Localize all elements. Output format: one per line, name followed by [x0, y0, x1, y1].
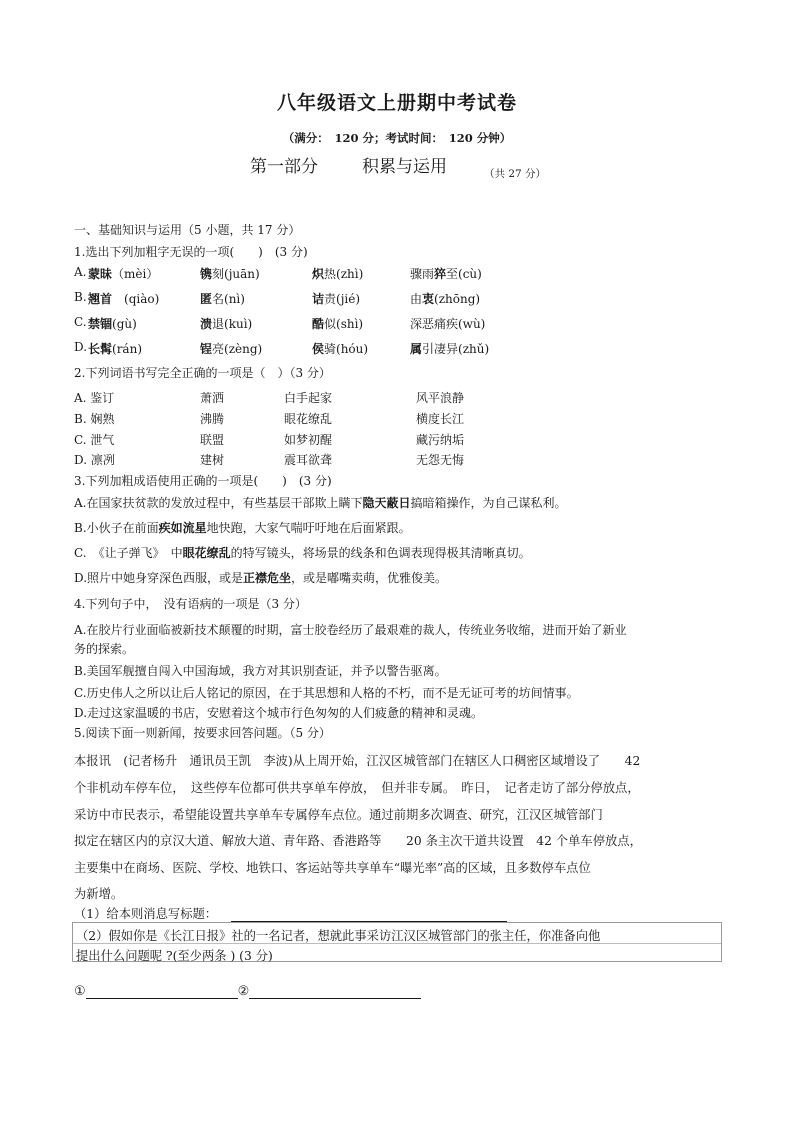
pinyin: 刻(juān): [212, 267, 260, 281]
answer-blank-2[interactable]: [249, 984, 421, 999]
q4-option-a: A.在胶片行业面临被新技术颠覆的时期，富士胶卷经历了最艰难的裁人，传统业务收缩，进而开始了新业: [74, 623, 627, 637]
bold-chars: 禁锢: [88, 317, 113, 331]
answer-marker-1: ①: [74, 984, 86, 999]
answer-blanks: [74, 984, 421, 999]
text: 搞暗箱操作，为自己谋私利。: [410, 496, 567, 510]
option-word-4: [410, 290, 480, 307]
text: D.照片中她身穿深色西服，或是: [74, 571, 244, 585]
answer-blank-1[interactable]: [86, 984, 238, 999]
pinyin: 亮(zèng): [212, 342, 263, 356]
section-heading: 一、基础知识与运用（5 小题，共 17 分）: [74, 223, 301, 237]
pinyin: 骑(hóu): [324, 342, 369, 356]
q2-word: 风平浪静: [416, 391, 465, 405]
q4-option-a-cont: 务的探索。: [74, 642, 135, 656]
option-word-3: [312, 290, 360, 307]
bold-chars: 溃: [200, 317, 213, 331]
q2-word: 横度长江: [416, 412, 465, 426]
option-word-3: [312, 265, 363, 282]
pinyin: 责(jié): [324, 292, 361, 306]
bold-chars: 翘首: [88, 292, 113, 306]
q2-word: D. 凛冽: [74, 453, 115, 467]
bold-chars: 猝: [434, 267, 447, 281]
option-letter: C.: [74, 315, 87, 329]
text: 的特写镜头，将场景的线条和色调表现得极其清晰真切。: [230, 546, 531, 560]
q3-option-b: [74, 519, 411, 536]
option-word-1: [88, 290, 159, 307]
option-word-1: [88, 315, 137, 332]
option-word-4: [410, 340, 489, 357]
q3-option-d: [74, 569, 447, 586]
option-word-2: [200, 265, 260, 282]
q2-word: 白手起家: [284, 391, 333, 405]
q2-word: B. 娴熟: [74, 412, 115, 426]
bold-chars: 炽: [312, 267, 325, 281]
pinyin: 退(kuì): [212, 317, 253, 331]
option-word-2: [200, 315, 252, 332]
q5-sub2-line2: 提出什么问题呢 ?(至少两条 ) (3 分): [76, 949, 273, 963]
text: C. 《让子弹飞》 中: [74, 546, 183, 560]
q2-word: A. 鉴订: [74, 391, 115, 405]
q2-word: 联盟: [200, 433, 225, 447]
pinyin: 至(cù): [446, 267, 482, 281]
pinyin: (zhōng): [434, 292, 481, 306]
bold-chars: 锃: [200, 342, 213, 356]
news-line: 为新增。: [74, 887, 124, 901]
bold-chars: 长髯: [88, 342, 113, 356]
bold-chars: 酷: [312, 317, 325, 331]
idiom: 疾如流星: [158, 521, 207, 535]
pinyin: 似(shì): [324, 317, 364, 331]
q2-word: 藏污纳垢: [416, 433, 465, 447]
pinyin: 引凄异(zhǔ): [422, 342, 490, 356]
exam-title: 八年级语文上册期中考试卷: [276, 92, 517, 114]
q4-stem: 4.下列句子中， 没有语病的一项是（3 分）: [74, 597, 307, 611]
q2-word: 建树: [200, 453, 225, 467]
q2-word: 沸腾: [200, 412, 225, 426]
q2-word: 眼花缭乱: [284, 412, 333, 426]
pinyin: (qiào): [112, 292, 160, 306]
bold-chars: 侯: [312, 342, 325, 356]
q2-word: 无怨无悔: [416, 453, 465, 467]
text: ，或是嘟嘴卖萌，优雅俊美。: [291, 571, 448, 585]
pinyin: (gù): [112, 317, 137, 331]
q2-word: 震耳欲聋: [284, 453, 333, 467]
q5-stem: 5.阅读下面一则新闻，按要求回答问题。（5 分）: [74, 726, 331, 740]
pinyin: 热(zhì): [324, 267, 364, 281]
bold-chars: 诘: [312, 292, 325, 306]
option-word-4: [410, 265, 482, 282]
news-line: 主要集中在商场、医院、学校、地铁口、客运站等共享单车“曝光率”高的区域，且多数停车点位: [74, 861, 591, 875]
q3-option-a: [74, 494, 567, 511]
q5-sub2-line1: （2）假如你是《长江日报》社的一名记者，想就此事采访江汉区城管部门的张主任，你准备向他: [76, 929, 601, 943]
text: 地快跑，大家气喘吁吁地在后面紧跟。: [206, 521, 411, 535]
news-line: 个非机动车停车位， 这些停车位都可供共享单车停放， 但并非专属。 昨日， 记者走访了部分停放点，: [74, 781, 640, 795]
option-word-4: [410, 315, 485, 332]
plain-chars: 由: [410, 292, 423, 306]
news-line: 本报讯 (记者杨升 通讯员王凯 李波)从上周开始，江汉区城管部门在辖区人口稠密区域增设了 42: [74, 754, 641, 768]
news-line: 采访中市民表示，希望能设置共享单车专属停车点位。通过前期多次调查、研究，江汉区城管部门: [74, 808, 603, 822]
pinyin: (rán): [112, 342, 142, 356]
q3-stem: 3.下列加粗成语使用正确的一项是( ) (3 分): [74, 474, 332, 488]
q5-sub2-box: [72, 922, 722, 962]
bold-chars: 匿: [200, 292, 213, 306]
title-answer-blank[interactable]: [231, 907, 507, 922]
bold-chars: 衷: [422, 292, 435, 306]
bold-chars: 镌: [200, 267, 213, 281]
option-letter: D.: [74, 340, 88, 354]
option-letter: A.: [74, 265, 87, 279]
part-heading: [250, 152, 447, 177]
bold-chars: 属: [410, 342, 423, 356]
exam-subtitle: （满分： 120 分；考试时间： 120 分钟）: [282, 131, 512, 145]
q1-stem: 1.选出下列加粗字无误的一项( ) (3 分): [74, 245, 308, 259]
part-label: 第一部分: [250, 157, 318, 177]
bold-chars: 蒙昧: [88, 267, 113, 281]
option-word-3: [312, 315, 363, 332]
option-word-1: [88, 340, 142, 357]
text: A.在国家扶贫款的发放过程中，有些基层干部欺上瞒下: [74, 496, 363, 510]
q5-sub1: [74, 904, 507, 922]
part-name: 积累与运用: [362, 157, 447, 177]
q4-option-d: D.走过这家温暖的书店，安慰着这个城市行色匆匆的人们疲惫的精神和灵魂。: [74, 706, 484, 720]
idiom: 眼花缭乱: [182, 546, 231, 560]
q2-word: C. 泄气: [74, 433, 115, 447]
answer-marker-2: ②: [237, 984, 250, 999]
sub1-prompt: （1）给本则消息写标题：: [74, 907, 218, 921]
q2-stem: 2.下列词语书写完全正确的一项是（ ）（3 分）: [74, 366, 331, 380]
box-divider: [73, 943, 721, 944]
plain-chars: 深恶痛疾(wù): [410, 317, 486, 331]
q4-option-b: B.美国军舰擅自闯入中国海域，我方对其识别查证，并予以警告驱离。: [74, 664, 447, 678]
option-word-3: [312, 340, 368, 357]
text: B.小伙子在前面: [74, 521, 159, 535]
q3-option-c: [74, 544, 531, 561]
pinyin: 名(nì): [212, 292, 245, 306]
q2-word: 如梦初醒: [284, 433, 333, 447]
pinyin: （mèi）: [112, 267, 159, 281]
plain-chars: 骤雨: [410, 267, 435, 281]
q4-option-c: C.历史伟人之所以让后人铭记的原因，在于其思想和人格的不朽，而不是无证可考的坊间情事。: [74, 686, 579, 700]
part-score-note: （共 27 分）: [484, 168, 547, 180]
idiom: 隐天蔽日: [362, 496, 411, 510]
option-word-2: [200, 340, 262, 357]
q2-word: 萧洒: [200, 391, 225, 405]
idiom: 正襟危坐: [243, 571, 292, 585]
option-letter: B.: [74, 290, 87, 304]
news-line: 拟定在辖区内的京汉大道、解放大道、青年路、香港路等 20 条主次干道共设置 42 个单车停放点，: [74, 834, 642, 848]
option-word-2: [200, 290, 245, 307]
option-word-1: [88, 265, 158, 282]
